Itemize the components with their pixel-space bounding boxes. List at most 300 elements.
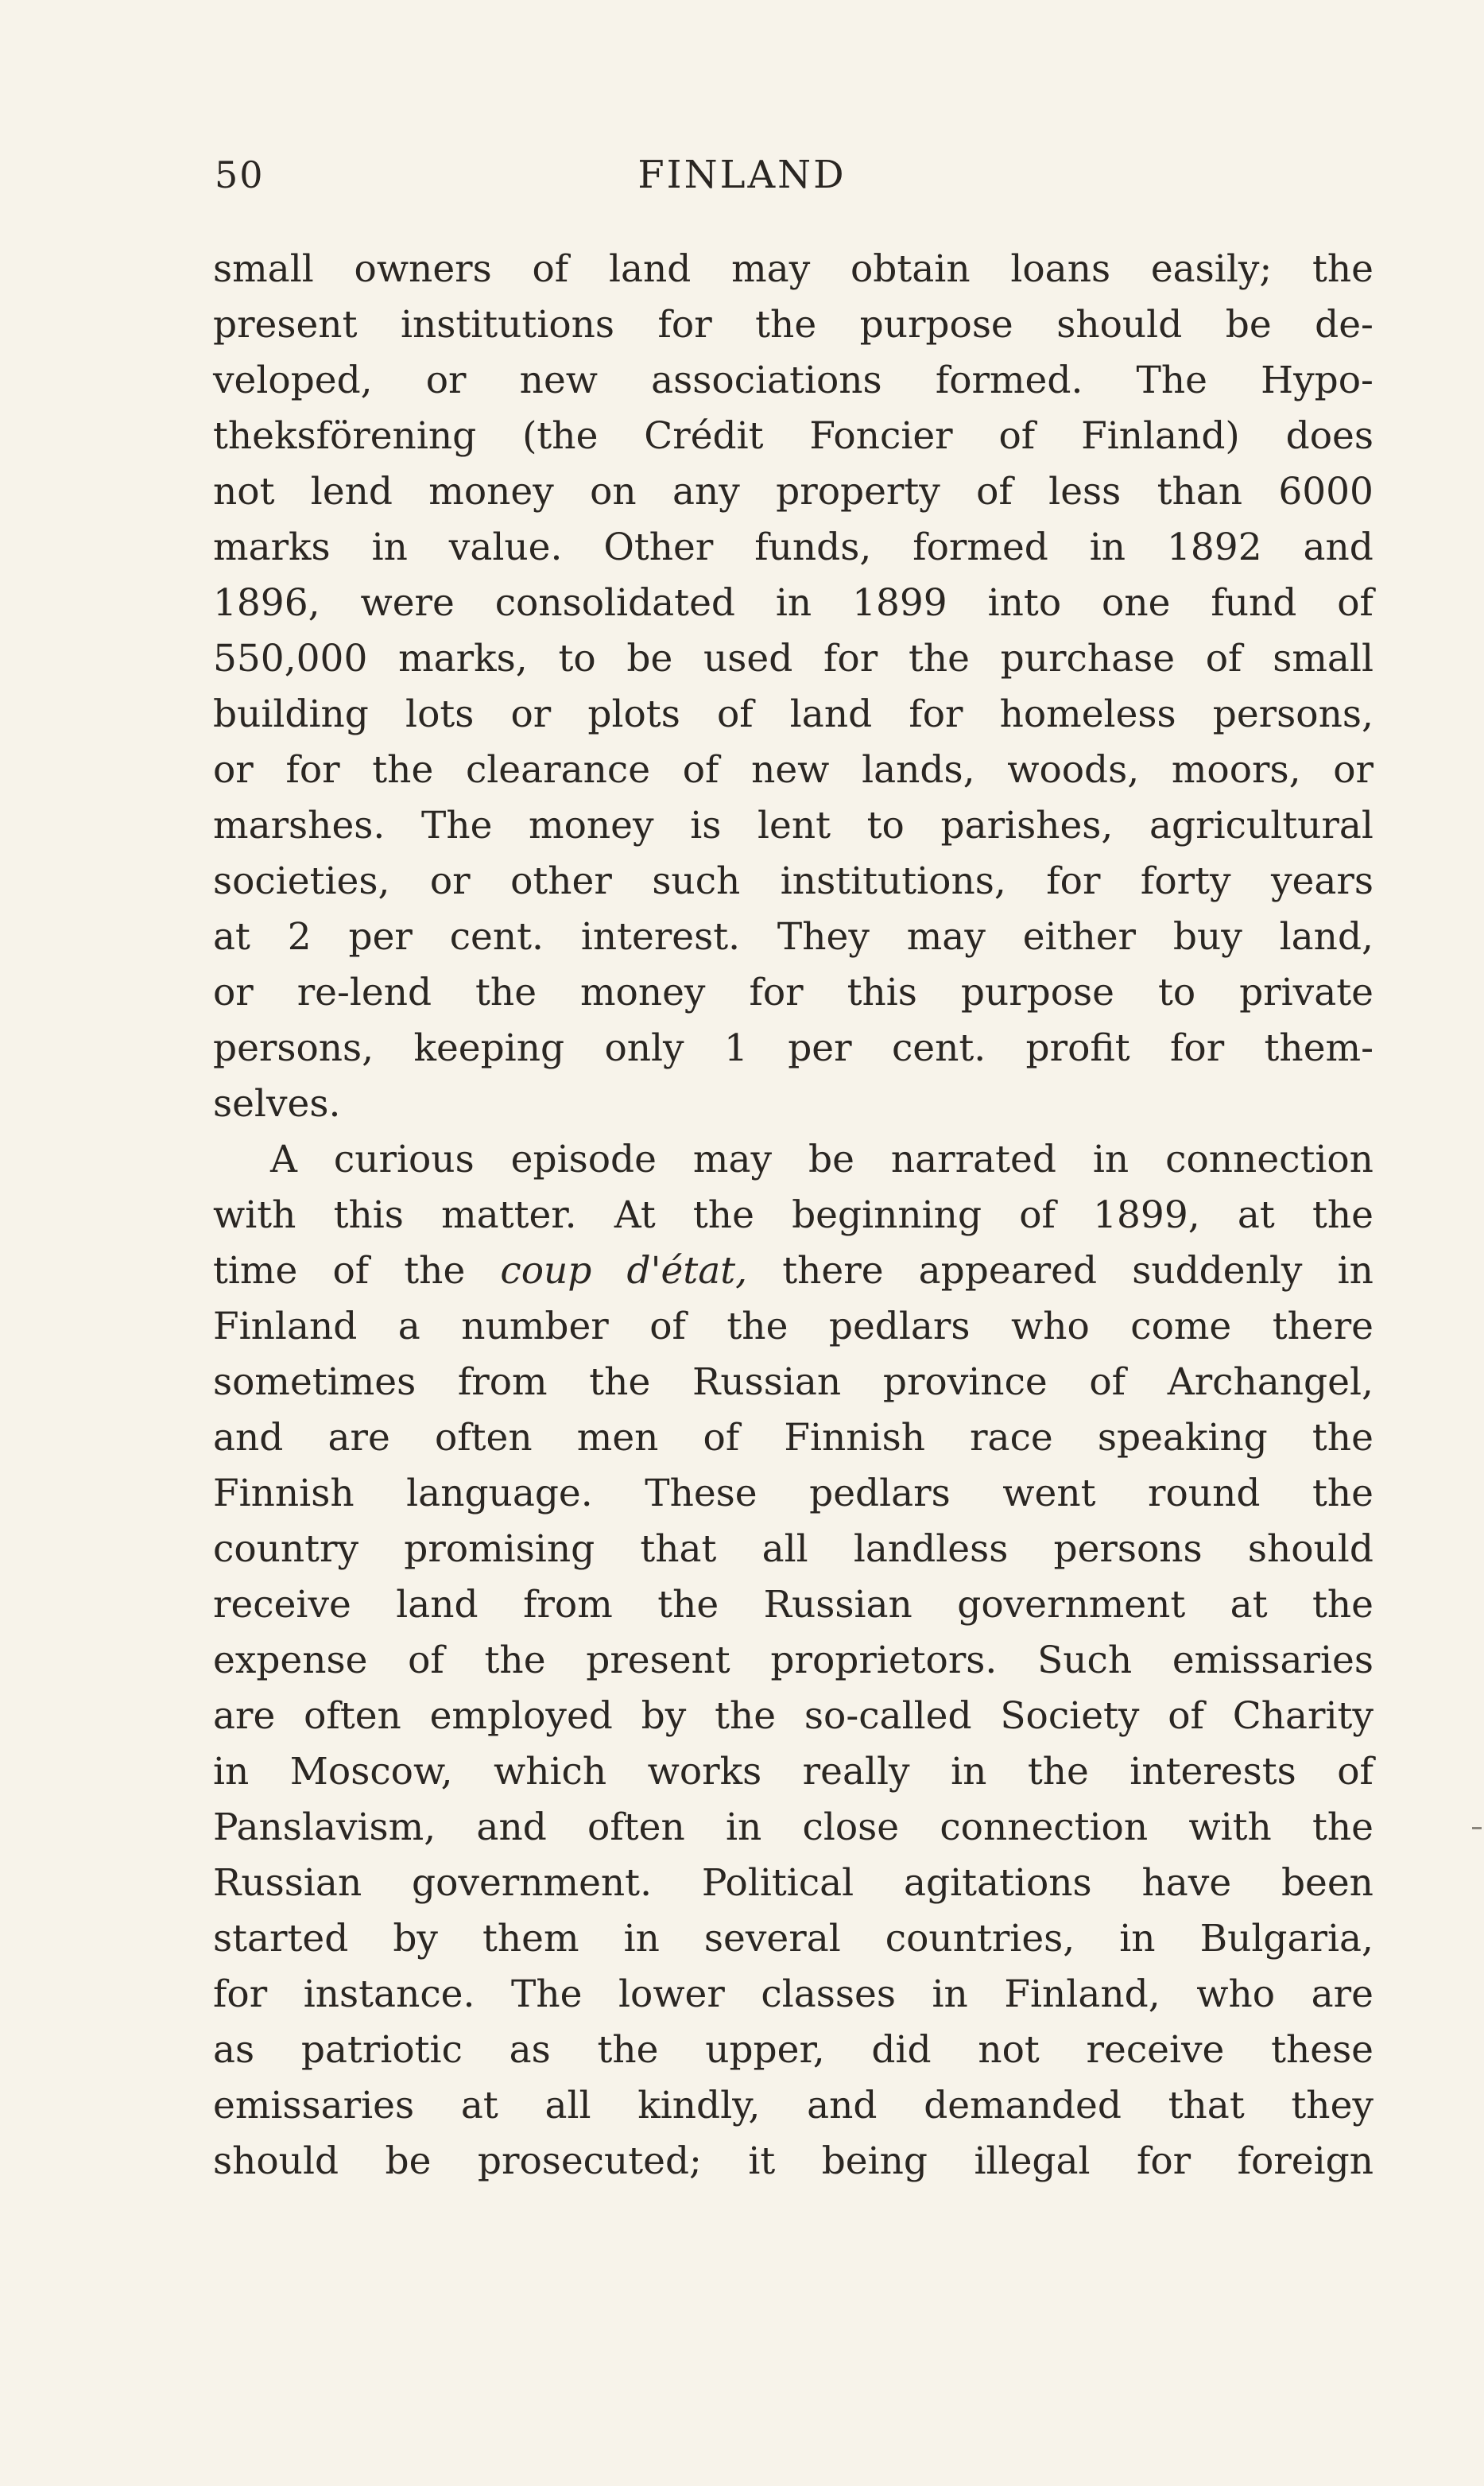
text-line xyxy=(213,1800,1374,1856)
word: These xyxy=(645,1472,757,1515)
word: this xyxy=(847,971,917,1014)
word: in xyxy=(1092,1138,1129,1181)
word: they xyxy=(1291,2084,1374,2127)
word: Moscow, xyxy=(289,1750,453,1794)
word: in xyxy=(1089,526,1126,569)
body-text xyxy=(213,242,1374,2189)
word: there xyxy=(782,1249,884,1293)
word: been xyxy=(1281,1861,1374,1905)
page-number: 50 xyxy=(215,153,265,196)
word: instance. xyxy=(303,1972,475,2016)
word: Finland xyxy=(213,1305,358,1348)
word: value. xyxy=(448,526,563,569)
word: d'état, xyxy=(626,1249,748,1293)
word: the xyxy=(1312,1472,1374,1515)
word: moors, xyxy=(1171,748,1301,792)
word: the xyxy=(727,1305,788,1348)
word: persons, xyxy=(1212,692,1374,736)
word: Finnish xyxy=(784,1416,925,1460)
word: number xyxy=(461,1305,609,1348)
word: come xyxy=(1130,1305,1232,1348)
word: Russian xyxy=(763,1583,912,1627)
word: theksförening xyxy=(213,414,477,458)
word: Finland, xyxy=(1004,1972,1160,2016)
word: lots xyxy=(405,692,475,736)
word: per xyxy=(788,1026,852,1070)
word: upper, xyxy=(705,2028,825,2072)
word: for xyxy=(823,637,878,681)
word: in xyxy=(951,1750,987,1794)
word: for xyxy=(285,748,340,792)
word: Foncier xyxy=(809,414,953,458)
word: on xyxy=(590,470,637,514)
word: small xyxy=(1273,637,1374,681)
word: from xyxy=(457,1360,548,1404)
word: this xyxy=(333,1193,404,1237)
word: in xyxy=(623,1917,660,1960)
word: keeping xyxy=(413,1026,565,1070)
word: the xyxy=(484,1639,546,1682)
word: in xyxy=(213,1750,250,1794)
word: which xyxy=(494,1750,607,1794)
word: and xyxy=(476,1805,547,1849)
word: these xyxy=(1271,2028,1374,2072)
text-line xyxy=(213,2134,1374,2189)
word: in xyxy=(1119,1917,1156,1960)
word: or xyxy=(213,748,254,792)
word: may xyxy=(731,247,811,291)
text-line xyxy=(213,1021,1374,1076)
word: time xyxy=(213,1249,298,1293)
word: or xyxy=(425,359,467,402)
word: The xyxy=(420,804,493,847)
word: at xyxy=(1230,1583,1268,1627)
word: land, xyxy=(1279,915,1374,959)
word: other xyxy=(510,859,612,903)
word: the xyxy=(1312,1805,1374,1849)
text-line xyxy=(213,1577,1374,1633)
word: are xyxy=(1311,1972,1374,2016)
word: interest. xyxy=(580,915,741,959)
text-line xyxy=(213,1967,1374,2023)
word: should xyxy=(213,2139,339,2183)
word: the xyxy=(908,637,970,681)
word: as xyxy=(509,2028,551,2072)
word: of xyxy=(1205,637,1242,681)
word: may xyxy=(906,915,986,959)
running-head-title: FINLAND xyxy=(637,153,847,197)
word: to xyxy=(866,804,905,847)
word: expense xyxy=(213,1639,368,1682)
word: fund xyxy=(1211,581,1297,625)
text-line xyxy=(213,1689,1374,1744)
text-line xyxy=(213,631,1374,687)
word: marshes. xyxy=(213,804,386,847)
word: Finnish xyxy=(213,1472,355,1515)
word: profit xyxy=(1025,1026,1130,1070)
word: such xyxy=(652,859,741,903)
word: have xyxy=(1141,1861,1232,1905)
word: so-called xyxy=(804,1694,972,1738)
text-line xyxy=(213,297,1374,353)
word: of xyxy=(1168,1694,1204,1738)
word: it xyxy=(748,2139,776,2183)
word: money xyxy=(428,470,554,514)
word: The xyxy=(1136,359,1207,402)
text-line xyxy=(213,687,1374,743)
word: episode xyxy=(510,1138,657,1181)
word: forty xyxy=(1140,859,1231,903)
word: are xyxy=(327,1416,390,1460)
word: in xyxy=(1337,1249,1374,1293)
word: patriotic xyxy=(300,2028,463,2072)
word: Society xyxy=(1000,1694,1140,1738)
word: (the xyxy=(522,414,599,458)
word: money xyxy=(579,971,706,1014)
word: loans xyxy=(1010,247,1111,291)
word: be xyxy=(626,637,673,681)
text-line xyxy=(213,464,1374,520)
word: receive xyxy=(213,1583,351,1627)
word: Bulgaria, xyxy=(1199,1917,1374,1960)
word: the xyxy=(372,748,434,792)
word: of xyxy=(716,692,754,736)
word: The xyxy=(510,1972,583,2016)
word: for xyxy=(213,1972,268,2016)
text-line xyxy=(213,1132,1374,1188)
word: Finland) xyxy=(1081,414,1240,458)
word: any xyxy=(672,470,740,514)
word: parishes, xyxy=(940,804,1114,847)
word: Charity xyxy=(1232,1694,1374,1738)
word: sometimes xyxy=(213,1360,417,1404)
text-line xyxy=(213,242,1374,297)
word: or xyxy=(429,859,471,903)
word: emissaries xyxy=(1172,1639,1374,1682)
word: of xyxy=(1089,1360,1126,1404)
word: 2 xyxy=(287,915,312,959)
word: lent xyxy=(757,804,831,847)
word: race xyxy=(970,1416,1053,1460)
word: one xyxy=(1102,581,1171,625)
word: who xyxy=(1196,1972,1276,2016)
word: owners xyxy=(354,247,492,291)
word: agitations xyxy=(904,1861,1092,1905)
word: land xyxy=(789,692,873,736)
word: new xyxy=(519,359,598,402)
word: being xyxy=(821,2139,928,2183)
word: in xyxy=(932,1972,968,2016)
word: only xyxy=(604,1026,684,1070)
word: at xyxy=(213,915,250,959)
word: than xyxy=(1157,470,1243,514)
word: the xyxy=(1312,247,1374,291)
word: Such xyxy=(1037,1639,1133,1682)
text-line xyxy=(213,2078,1374,2134)
word: started xyxy=(213,1917,349,1960)
word: Other xyxy=(603,526,714,569)
word: kindly, xyxy=(637,2084,761,2127)
word: a xyxy=(397,1305,420,1348)
text-line xyxy=(213,965,1374,1021)
word: appeared xyxy=(918,1249,1098,1293)
word: lands, xyxy=(862,748,975,792)
word: should xyxy=(1247,1527,1374,1571)
word: interests xyxy=(1129,1750,1296,1794)
word: societies, xyxy=(213,859,390,903)
word: marks xyxy=(213,526,331,569)
text-line xyxy=(213,576,1374,631)
word: Panslavism, xyxy=(213,1805,436,1849)
word: of xyxy=(976,470,1013,514)
text-line xyxy=(213,2023,1374,2078)
word: formed xyxy=(912,526,1048,569)
word: or xyxy=(1333,748,1374,792)
word: persons xyxy=(1053,1527,1203,1571)
word: Hypo- xyxy=(1261,359,1374,402)
text-line xyxy=(213,1911,1374,1967)
word: building xyxy=(213,692,369,736)
word: small xyxy=(213,247,314,291)
word: the xyxy=(692,1193,754,1237)
word: Political xyxy=(701,1861,854,1905)
text-line xyxy=(213,1410,1374,1466)
word: from xyxy=(523,1583,613,1627)
word: with xyxy=(213,1193,296,1237)
word: country xyxy=(213,1527,359,1571)
word: by xyxy=(641,1694,687,1738)
text-line xyxy=(213,1633,1374,1689)
word: works xyxy=(647,1750,762,1794)
word: land xyxy=(396,1583,479,1627)
word: the xyxy=(475,971,537,1014)
word: should xyxy=(1056,303,1183,347)
word: Russian xyxy=(213,1861,362,1905)
word: for xyxy=(657,303,712,347)
word: lower xyxy=(618,1972,725,2016)
word: selves. xyxy=(213,1082,341,1126)
word: proprietors. xyxy=(770,1639,998,1682)
word: beginning xyxy=(792,1193,982,1237)
text-line xyxy=(213,1355,1374,1410)
word: for xyxy=(1136,2139,1191,2183)
word: of xyxy=(998,414,1036,458)
word: 550,000 xyxy=(213,637,368,681)
word: veloped, xyxy=(213,359,373,402)
word: as xyxy=(213,2028,255,2072)
word: into xyxy=(987,581,1062,625)
word: lend xyxy=(310,470,393,514)
word: prosecuted; xyxy=(477,2139,702,2183)
word: went xyxy=(1002,1472,1096,1515)
word: associations xyxy=(651,359,882,402)
word: were xyxy=(360,581,455,625)
word: government xyxy=(957,1583,1186,1627)
word: and xyxy=(213,1416,284,1460)
word: suddenly xyxy=(1132,1249,1303,1293)
word: emissaries xyxy=(213,2084,415,2127)
word: of xyxy=(1337,581,1374,625)
word: the xyxy=(589,1360,651,1404)
word: foreign xyxy=(1237,2139,1374,2183)
word: may xyxy=(692,1138,773,1181)
word: illegal xyxy=(974,2139,1091,2183)
word: men xyxy=(576,1416,659,1460)
word: are xyxy=(213,1694,276,1738)
word: to xyxy=(1157,971,1196,1014)
word: receive xyxy=(1086,2028,1225,2072)
word: buy xyxy=(1172,915,1242,959)
word: of xyxy=(649,1305,686,1348)
word: connection xyxy=(940,1805,1149,1849)
word: Russian xyxy=(692,1360,842,1404)
word: often xyxy=(434,1416,533,1460)
word: them xyxy=(482,1917,579,1960)
text-line xyxy=(213,1522,1374,1577)
word: 1 xyxy=(723,1026,748,1070)
word: demanded xyxy=(924,2084,1122,2127)
word: new xyxy=(751,748,830,792)
word: for xyxy=(1170,1026,1225,1070)
word: private xyxy=(1239,971,1374,1014)
word: purchase xyxy=(1000,637,1176,681)
text-line xyxy=(213,798,1374,854)
word: present xyxy=(586,1639,730,1682)
word: for xyxy=(749,971,804,1014)
word: institutions xyxy=(400,303,615,347)
word: with xyxy=(1188,1805,1272,1849)
word: is xyxy=(690,804,722,847)
text-line xyxy=(213,1856,1374,1911)
word: land xyxy=(608,247,692,291)
word: that xyxy=(640,1527,717,1571)
word: either xyxy=(1022,915,1137,959)
word: per xyxy=(348,915,413,959)
word: 1899 xyxy=(852,581,947,625)
word: At xyxy=(614,1193,656,1237)
word: cent. xyxy=(891,1026,986,1070)
word: the xyxy=(597,2028,659,2072)
word: 1896, xyxy=(213,581,320,625)
word: connection xyxy=(1165,1138,1374,1181)
word: cent. xyxy=(449,915,544,959)
word: be xyxy=(808,1138,854,1181)
word: of xyxy=(1337,1750,1374,1794)
word: of xyxy=(408,1639,444,1682)
word: language. xyxy=(406,1472,593,1515)
word: for xyxy=(909,692,963,736)
word: purpose xyxy=(960,971,1114,1014)
word: several xyxy=(703,1917,841,1960)
word: province xyxy=(882,1360,1048,1404)
word: 1899, xyxy=(1093,1193,1200,1237)
text-line xyxy=(213,1744,1374,1800)
word: institutions, xyxy=(780,859,1006,903)
word: Crédit xyxy=(644,414,764,458)
word: A xyxy=(270,1138,297,1181)
word: close xyxy=(802,1805,900,1849)
word: funds, xyxy=(754,526,872,569)
word: re-lend xyxy=(296,971,432,1014)
word: the xyxy=(657,1583,719,1627)
word: really xyxy=(802,1750,910,1794)
word: promising xyxy=(404,1527,595,1571)
word: obtain xyxy=(850,247,971,291)
word: the xyxy=(1312,1416,1374,1460)
word: of xyxy=(332,1249,370,1293)
text-line xyxy=(213,1299,1374,1355)
word: be xyxy=(1225,303,1272,347)
word: homeless xyxy=(999,692,1176,736)
word: woods, xyxy=(1007,748,1140,792)
word: pedlars xyxy=(828,1305,971,1348)
word: of xyxy=(682,748,719,792)
word: to xyxy=(558,637,596,681)
text-line xyxy=(213,1188,1374,1243)
word: marks, xyxy=(398,637,528,681)
word: consolidated xyxy=(494,581,735,625)
word: the xyxy=(1027,1750,1089,1794)
word: clearance xyxy=(465,748,651,792)
word: de- xyxy=(1315,303,1374,347)
word: the xyxy=(755,303,817,347)
word: curious xyxy=(333,1138,475,1181)
word: does xyxy=(1285,414,1374,458)
text-line xyxy=(213,854,1374,909)
word: money xyxy=(529,804,654,847)
word: classes xyxy=(761,1972,896,2016)
word: and xyxy=(807,2084,878,2127)
word: matter. xyxy=(441,1193,577,1237)
text-line xyxy=(213,1466,1374,1522)
word: or xyxy=(510,692,552,736)
text-line xyxy=(213,409,1374,464)
word: countries, xyxy=(885,1917,1075,1960)
word: in xyxy=(775,581,812,625)
word: of xyxy=(532,247,569,291)
word: present xyxy=(213,303,358,347)
word: years xyxy=(1271,859,1374,903)
word: narrated xyxy=(890,1138,1056,1181)
word: all xyxy=(761,1527,808,1571)
word: easily; xyxy=(1150,247,1273,291)
word: Archangel, xyxy=(1167,1360,1374,1404)
word: be xyxy=(385,2139,432,2183)
word: plots xyxy=(587,692,680,736)
word: in xyxy=(725,1805,762,1849)
word: used xyxy=(703,637,793,681)
word: the xyxy=(715,1694,777,1738)
word: formed. xyxy=(935,359,1083,402)
word: often xyxy=(304,1694,401,1738)
word: by xyxy=(393,1917,438,1960)
word: not xyxy=(978,2028,1040,2072)
word: for xyxy=(1046,859,1101,903)
word: or xyxy=(213,971,254,1014)
word: not xyxy=(213,470,275,514)
text-line xyxy=(213,1243,1374,1299)
word: purpose xyxy=(859,303,1013,347)
word: government. xyxy=(412,1861,653,1905)
word: the xyxy=(1312,1583,1374,1627)
text-line xyxy=(213,520,1374,576)
text-line xyxy=(213,909,1374,965)
text-line xyxy=(213,353,1374,409)
word: them- xyxy=(1264,1026,1374,1070)
word: coup xyxy=(500,1249,592,1293)
word: the xyxy=(404,1249,466,1293)
word: employed xyxy=(429,1694,613,1738)
